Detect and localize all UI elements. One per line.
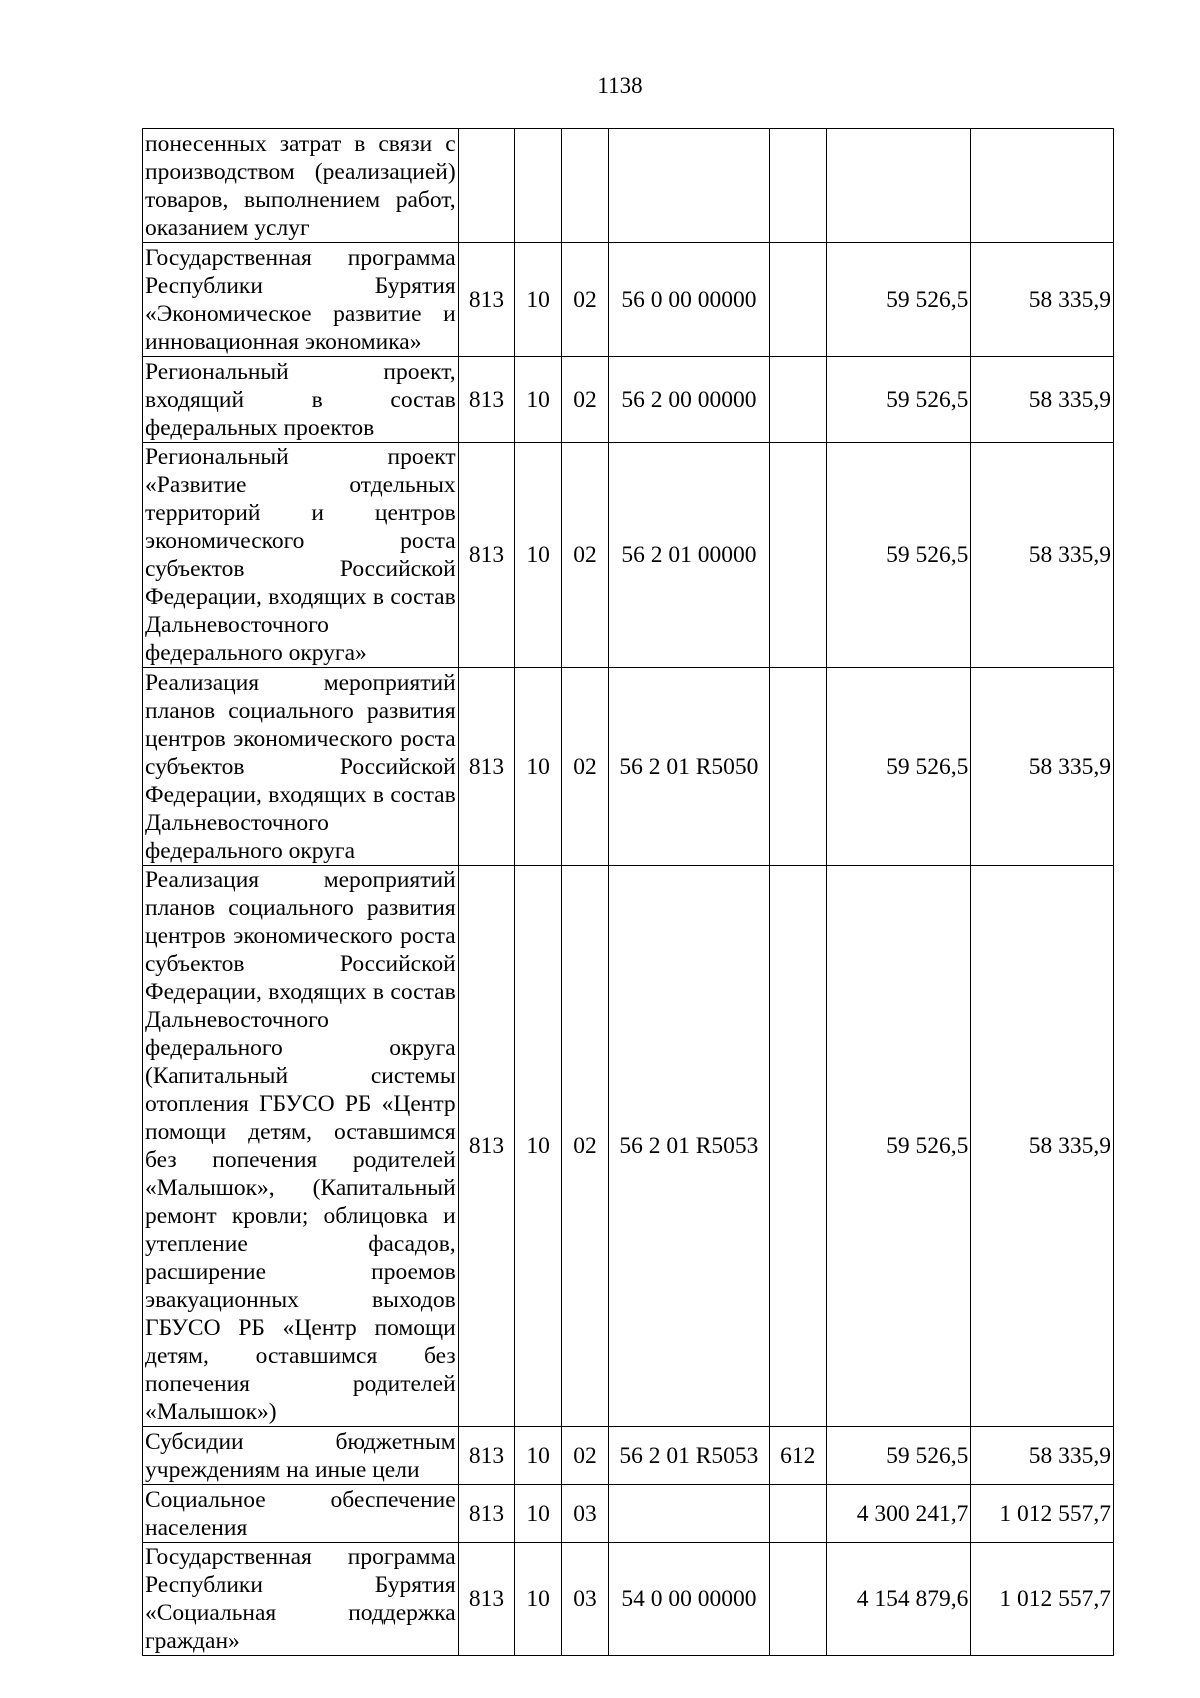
ministry-code: 813 — [458, 357, 515, 443]
row-name: Субсидии бюджетным учреждениям на иные цели — [143, 1427, 459, 1485]
ministry-code: 813 — [458, 1543, 515, 1656]
subsection-code: 02 — [562, 668, 609, 866]
table-row — [143, 357, 1114, 443]
table-row — [143, 1485, 1114, 1543]
sum-first: 4 300 241,7 — [826, 1485, 971, 1543]
expense-type-code — [769, 1543, 826, 1656]
table-row — [143, 443, 1114, 668]
subsection-code: 02 — [562, 243, 609, 357]
target-code — [608, 129, 769, 243]
table-row — [143, 243, 1114, 357]
subsection-code: 02 — [562, 866, 609, 1427]
subsection-code: 03 — [562, 1485, 609, 1543]
section-code — [515, 129, 562, 243]
ministry-code: 813 — [458, 243, 515, 357]
sum-second: 58 335,9 — [971, 443, 1114, 668]
sum-second: 1 012 557,7 — [971, 1543, 1114, 1656]
section-code: 10 — [515, 1543, 562, 1656]
sum-first: 59 526,5 — [826, 357, 971, 443]
sum-second: 58 335,9 — [971, 1427, 1114, 1485]
ministry-code: 813 — [458, 1485, 515, 1543]
table-row — [143, 668, 1114, 866]
expense-type-code — [769, 866, 826, 1427]
section-code: 10 — [515, 357, 562, 443]
expense-type-code — [769, 443, 826, 668]
sum-first: 4 154 879,6 — [826, 1543, 971, 1656]
expense-type-code — [769, 129, 826, 243]
sum-second: 58 335,9 — [971, 357, 1114, 443]
row-name: Региональный проект, входящий в состав федеральных проектов — [143, 357, 459, 443]
target-code: 56 2 01 R5050 — [608, 668, 769, 866]
ministry-code: 813 — [458, 668, 515, 866]
subsection-code — [562, 129, 609, 243]
sum-first: 59 526,5 — [826, 1427, 971, 1485]
sum-second: 58 335,9 — [971, 668, 1114, 866]
expense-type-code — [769, 243, 826, 357]
ministry-code: 813 — [458, 1427, 515, 1485]
table-row — [143, 129, 1114, 243]
ministry-code: 813 — [458, 866, 515, 1427]
target-code: 56 2 01 R5053 — [608, 866, 769, 1427]
subsection-code: 02 — [562, 443, 609, 668]
section-code: 10 — [515, 243, 562, 357]
sum-first: 59 526,5 — [826, 668, 971, 866]
row-name: Реализация мероприятий планов социального развития центров экономического роста субъектов Российской Федерации, входящих в состав Дальневосточного федерального округа (Капитальный системы отопления ГБУСО РБ «Центр помощи детям, оставшимся без попечения родителей «Малышок», (Капитальный ремонт кровли; облицовка и утепление фасадов, расширение проемов эвакуационных выходов ГБУСО РБ «Центр помощи детям, оставшимся без попечения родителей «Малышок») — [143, 866, 459, 1427]
expense-type-code — [769, 357, 826, 443]
ministry-code — [458, 129, 515, 243]
subsection-code: 03 — [562, 1543, 609, 1656]
sum-first — [826, 129, 971, 243]
table-row — [143, 1427, 1114, 1485]
target-code: 56 0 00 00000 — [608, 243, 769, 357]
target-code: 56 2 01 R5053 — [608, 1427, 769, 1485]
section-code: 10 — [515, 1427, 562, 1485]
sum-second: 58 335,9 — [971, 243, 1114, 357]
subsection-code: 02 — [562, 357, 609, 443]
target-code: 54 0 00 00000 — [608, 1543, 769, 1656]
row-name: Государственная программа Республики Бурятия «Экономическое развитие и инновационная экономика» — [143, 243, 459, 357]
section-code: 10 — [515, 443, 562, 668]
row-name: Региональный проект «Развитие отдельных территорий и центров экономического роста субъектов Российской Федерации, входящих в состав Дальневосточного федерального округа» — [143, 443, 459, 668]
table-row — [143, 1543, 1114, 1656]
table-row — [143, 866, 1114, 1427]
section-code: 10 — [515, 866, 562, 1427]
expense-type-code — [769, 1485, 826, 1543]
sum-first: 59 526,5 — [826, 866, 971, 1427]
subsection-code: 02 — [562, 1427, 609, 1485]
sum-first: 59 526,5 — [826, 243, 971, 357]
section-code: 10 — [515, 1485, 562, 1543]
expense-type-code: 612 — [769, 1427, 826, 1485]
sum-second: 1 012 557,7 — [971, 1485, 1114, 1543]
row-name: Реализация мероприятий планов социального развития центров экономического роста субъектов Российской Федерации, входящих в состав Дальневосточного федерального округа — [143, 668, 459, 866]
sum-second — [971, 129, 1114, 243]
target-code — [608, 1485, 769, 1543]
page-number: 1138 — [597, 73, 643, 98]
budget-table — [142, 128, 1114, 1656]
sum-second: 58 335,9 — [971, 866, 1114, 1427]
row-name: Государственная программа Республики Бурятия «Социальная поддержка граждан» — [143, 1543, 459, 1656]
sum-first: 59 526,5 — [826, 443, 971, 668]
target-code: 56 2 00 00000 — [608, 357, 769, 443]
expense-type-code — [769, 668, 826, 866]
target-code: 56 2 01 00000 — [608, 443, 769, 668]
ministry-code: 813 — [458, 443, 515, 668]
row-name: Социальное обеспечение населения — [143, 1485, 459, 1543]
row-name: понесенных затрат в связи с производством (реализацией) товаров, выполнением работ, оказанием услуг — [143, 129, 459, 243]
section-code: 10 — [515, 668, 562, 866]
